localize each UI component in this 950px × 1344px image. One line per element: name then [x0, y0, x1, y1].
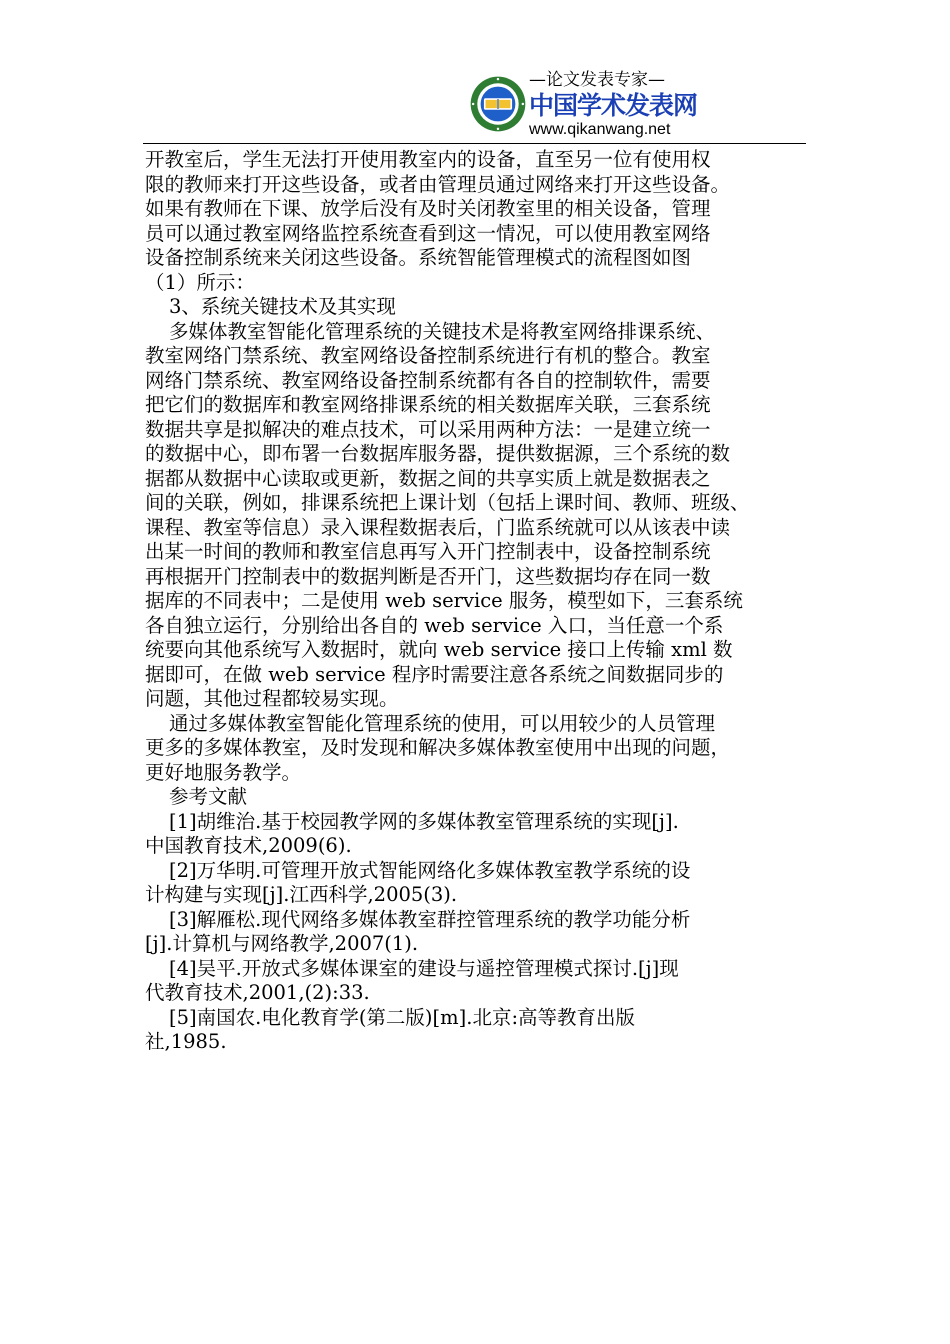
- text-line: 通过多媒体教室智能化管理系统的使用，可以用较少的人员管理: [169, 711, 716, 735]
- text-line: 更好地服务教学。: [145, 760, 302, 784]
- text-line: 多媒体教室智能化管理系统的关键技术是将教室网络排课系统、: [169, 319, 716, 343]
- text-line: 中国教育技术,2009(6).: [145, 834, 352, 857]
- text-line: 出某一时间的教师和教室信息再写入开门控制表中，设备控制系统: [145, 540, 711, 563]
- text-line: [2]万华明.可管理开放式智能网络化多媒体教室教学系统的设: [169, 858, 691, 882]
- text-line: [1]胡维治.基于校园教学网的多媒体教室管理系统的实现[j].: [169, 809, 679, 833]
- text-line: 的数据中心，即布署一台数据库服务器，提供数据源，三个系统的数: [145, 442, 731, 465]
- text-line: 统要向其他系统写入数据时，就向 web service 接口上传输 xml 数: [145, 638, 733, 661]
- text-line: 间的关联，例如，排课系统把上课计划（包括上课时间、教师、班级、: [145, 491, 750, 514]
- text-line: 各自独立运行，分别给出各自的 web service 入口，当任意一个系: [145, 613, 724, 637]
- text-line: 问题，其他过程都较易实现。: [145, 687, 399, 710]
- text-line: 如果有教师在下课、放学后没有及时关闭教室里的相关设备，管理: [145, 197, 711, 220]
- text-line: 据都从数据中心读取或更新，数据之间的共享实质上就是数据表之: [145, 466, 711, 490]
- logo-text: [527, 67, 697, 141]
- text-line: [5]南国农.电化教育学(第二版)[m].北京:高等教育出版: [169, 1005, 636, 1029]
- text-line: 把它们的数据库和教室网络排课系统的相关数据库关联，三套系统: [145, 393, 711, 416]
- header-rule: [143, 143, 806, 144]
- text-line: 限的教师来打开这些设备，或者由管理员通过网络来打开这些设备。: [145, 172, 731, 196]
- text-line: 课程、教室等信息）录入课程数据表后，门监系统就可以从该表中读: [145, 515, 731, 539]
- text-line: 教室网络门禁系统、教室网络设备控制系统进行有机的整合。教室: [145, 344, 711, 367]
- text-line: 参考文献: [169, 785, 248, 808]
- text-line: 代教育技术,2001,(2):33.: [145, 981, 370, 1004]
- logo-url[interactable]: www.qikanwang.net: [528, 121, 671, 138]
- article-body: [145, 148, 815, 1055]
- text-line: 员可以通过教室网络监控系统查看到这一情况，可以使用教室网络: [145, 221, 711, 245]
- text-line: 再根据开门控制表中的数据判断是否开门，这些数据均存在同一数: [145, 564, 711, 588]
- text-line: 设备控制系统来关闭这些设备。系统智能管理模式的流程图如图: [145, 246, 692, 269]
- text-line: 3、系统关键技术及其实现: [169, 295, 396, 318]
- logo-slogan: —论文发表专家—: [528, 70, 665, 90]
- text-line: 更多的多媒体教室，及时发现和解决多媒体教室使用中出现的问题，: [145, 736, 731, 759]
- site-logo[interactable]: [469, 67, 697, 141]
- text-line: [4]吴平.开放式多媒体课室的建设与遥控管理模式探讨.[j]现: [169, 956, 679, 980]
- text-line: 据库的不同表中；二是使用 web service 服务，模型如下，三套系统: [145, 589, 743, 612]
- text-line: 开教室后，学生无法打开使用教室内的设备，直至另一位有使用权: [145, 148, 711, 171]
- text-line: （1）所示：: [145, 270, 255, 294]
- text-line: 网络门禁系统、教室网络设备控制系统都有各自的控制软件，需要: [145, 368, 711, 392]
- text-line: [3]解雁松.现代网络多媒体教室群控管理系统的教学功能分析: [169, 907, 691, 931]
- text-line: 计构建与实现[j].江西科学,2005(3).: [145, 883, 458, 906]
- text-line: [j].计算机与网络教学,2007(1).: [145, 932, 419, 955]
- seal-emblem-icon: [469, 68, 527, 140]
- text-line: 社,1985.: [145, 1030, 227, 1053]
- logo-brand: 中国学术发表网: [528, 90, 697, 120]
- text-line: 据即可，在做 web service 程序时需要注意各系统之间数据同步的: [145, 662, 724, 686]
- text-line: 数据共享是拟解决的难点技术，可以采用两种方法：一是建立统一: [145, 417, 711, 441]
